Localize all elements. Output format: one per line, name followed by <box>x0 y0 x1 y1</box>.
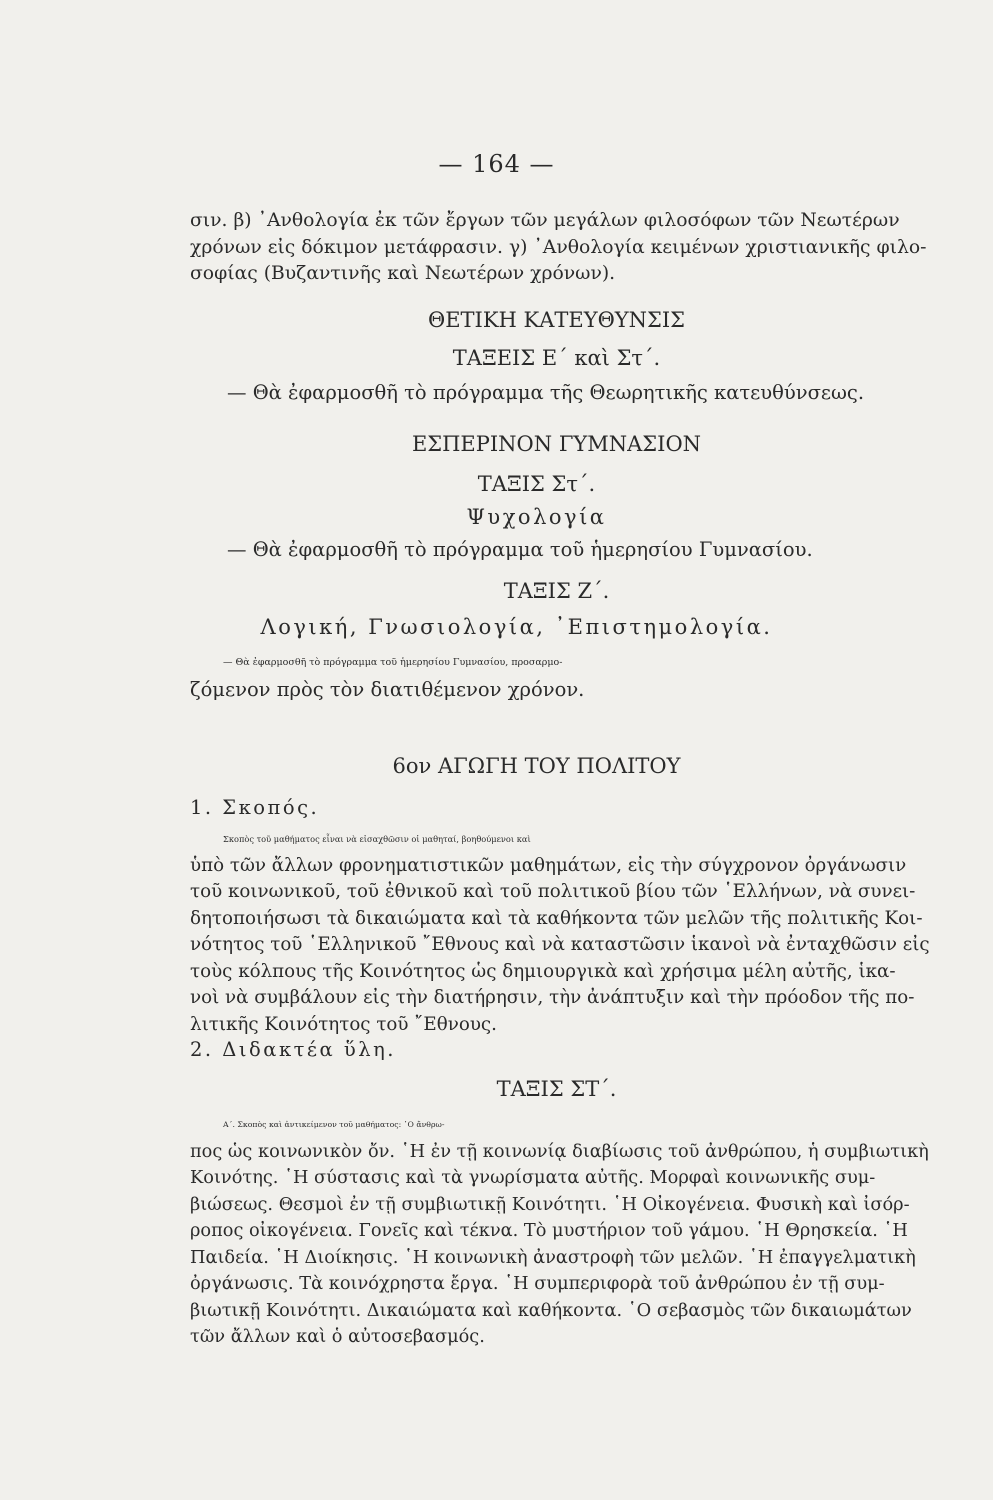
aim-line: δητοποιήσωσι τὰ δικαιώματα καὶ τὰ καθήκοντα τῶν μελῶν τῆς πολιτικῆς Κοι- <box>190 907 923 929</box>
aim-line: ὑπὸ τῶν ἄλλων φρονηματιστικῶν μαθημάτων, εἰς τὴν σύγχρονον ὀργάνωσιν <box>190 854 907 876</box>
material-line: βιώσεως. Θεσμοὶ ἐν τῇ συμβιωτικῇ Κοινότητι. ῾Η Οἰκογένεια. Φυσικὴ καὶ ἰσόρ- <box>190 1194 910 1215</box>
material-line: ροπος οἰκογένεια. Γονεῖς καὶ τέκνα. Τὸ μυστήριον τοῦ γάμου. ῾Η Θρησκεία. ῾Η <box>190 1221 908 1241</box>
aim-line: λιτικῆς Κοινότητος τοῦ ῎Εθνους. <box>190 1013 497 1035</box>
intro-line: σοφίας (Βυζαντινῆς καὶ Νεωτέρων χρόνων). <box>190 263 616 284</box>
material-paragraph <box>190 1112 930 1351</box>
class-heading-st-material: ΤΑΞΙΣ ΣΤ΄. <box>496 1077 617 1101</box>
note-line: ζόμενον πρὸς τὸν διατιθέμενον χρόνον. <box>190 677 585 701</box>
subject-psychology: Ψυχολογία <box>466 505 607 529</box>
section-note-thetiki: — Θὰ ἐφαρμοσθῆ τὸ πρόγραμμα τῆς Θεωρητικῆς κατευθύνσεως. <box>227 381 865 404</box>
material-line: ὀργάνωσις. Τὰ κοινόχρηστα ἔργα. ῾Η συμπεριφορὰ τοῦ ἀνθρώπου ἐν τῇ συμ- <box>190 1274 885 1294</box>
aim-line: τοὺς κόλπους τῆς Κοινότητος ὡς δημιουργικὰ καὶ χρήσιμα μέλη αὐτῆς, ἱκα- <box>190 960 896 982</box>
note-line: — Θὰ ἐφαρμοσθῆ τὸ πρόγραμμα τοῦ ἡμερησίου Γυμνασίου, προσαρμο- <box>223 657 563 668</box>
class-heading-e-st: ΤΑΞΕΙΣ Ε΄ καὶ Στ΄. <box>452 346 661 370</box>
subject-logic: Λογική, Γνωσιολογία, ᾽Επιστημολογία. <box>260 615 773 639</box>
page-number: — 164 — <box>438 150 555 178</box>
intro-line: χρόνων εἰς δόκιμον μετάφρασιν. γ) ᾽Ανθολογία κειμένων χριστιανικῆς φιλο- <box>190 236 927 258</box>
aim-line: νότητος τοῦ ῾Ελληνικοῦ ῎Εθνους καὶ νὰ καταστῶσιν ἱκανοὶ νὰ ἐνταχθῶσιν εἰς <box>190 934 930 955</box>
chapter-heading: 6ον ΑΓΩΓΗ ΤΟΥ ΠΟΛΙΤΟΥ <box>392 754 681 778</box>
section-note-z <box>190 650 930 703</box>
material-label: 2. Διδακτέα ὕλη. <box>190 1038 396 1061</box>
material-line: πος ὡς κοινωνικὸν ὄν. ῾Η ἐν τῇ κοινωνίᾳ διαβίωσις τοῦ ἀνθρώπου, ἡ συμβιωτικὴ <box>190 1141 929 1162</box>
section-heading-esperinon: ΕΣΠΕΡΙΝΟΝ ΓΥΜΝΑΣΙΟΝ <box>411 432 702 456</box>
material-line: βιωτικῇ Κοινότητι. Δικαιώματα καὶ καθήκοντα. ῾Ο σεβασμὸς τῶν δικαιωμάτων <box>190 1300 912 1321</box>
intro-paragraph <box>190 208 930 288</box>
section-note-esperinon: — Θὰ ἐφαρμοσθῆ τὸ πρόγραμμα τοῦ ἡμερησίου Γυμνασίου. <box>227 538 813 561</box>
class-heading-z: ΤΑΞΙΣ Ζ΄. <box>503 579 610 603</box>
intro-line: σιν. β) ᾽Ανθολογία ἐκ τῶν ἔργων τῶν μεγάλων φιλοσόφων τῶν Νεωτέρων <box>190 210 900 231</box>
aim-line: Σκοπὸς τοῦ μαθήματος εἶναι νὰ εἰσαχθῶσιν οἱ μαθηταί, βοηθούμενοι καὶ <box>223 834 531 844</box>
aim-paragraph <box>190 826 930 1038</box>
aim-label: 1. Σκοπός. <box>190 796 320 819</box>
section-heading-thetiki: ΘΕΤΙΚΗ ΚΑΤΕΥΘΥΝΣΙΣ <box>427 308 686 332</box>
material-line: Κοινότης. ῾Η σύστασις καὶ τὰ γνωρίσματα αὐτῆς. Μορφαὶ κοινωνικῆς συμ- <box>190 1168 876 1188</box>
material-line: Α΄. Σκοπὸς καὶ ἀντικείμενον τοῦ μαθήματος: ῾Ο ἄνθρω- <box>223 1120 445 1129</box>
aim-line: τοῦ κοινωνικοῦ, τοῦ ἐθνικοῦ καὶ τοῦ πολιτικοῦ βίου τῶν ῾Ελλήνων, νὰ συνει- <box>190 881 916 902</box>
aim-line: νοὶ νὰ συμβάλουν εἰς τὴν διατήρησιν, τὴν ἀνάπτυξιν καὶ τὴν πρόοδον τῆς πο- <box>190 987 915 1008</box>
material-line: τῶν ἄλλων καὶ ὁ αὐτοσεβασμός. <box>190 1327 485 1347</box>
class-heading-st: ΤΑΞΙΣ Στ΄. <box>477 472 596 496</box>
material-line: Παιδεία. ῾Η Διοίκησις. ῾Η κοινωνικὴ ἀναστροφὴ τῶν μελῶν. ῾Η ἐπαγγελματικὴ <box>190 1247 916 1268</box>
